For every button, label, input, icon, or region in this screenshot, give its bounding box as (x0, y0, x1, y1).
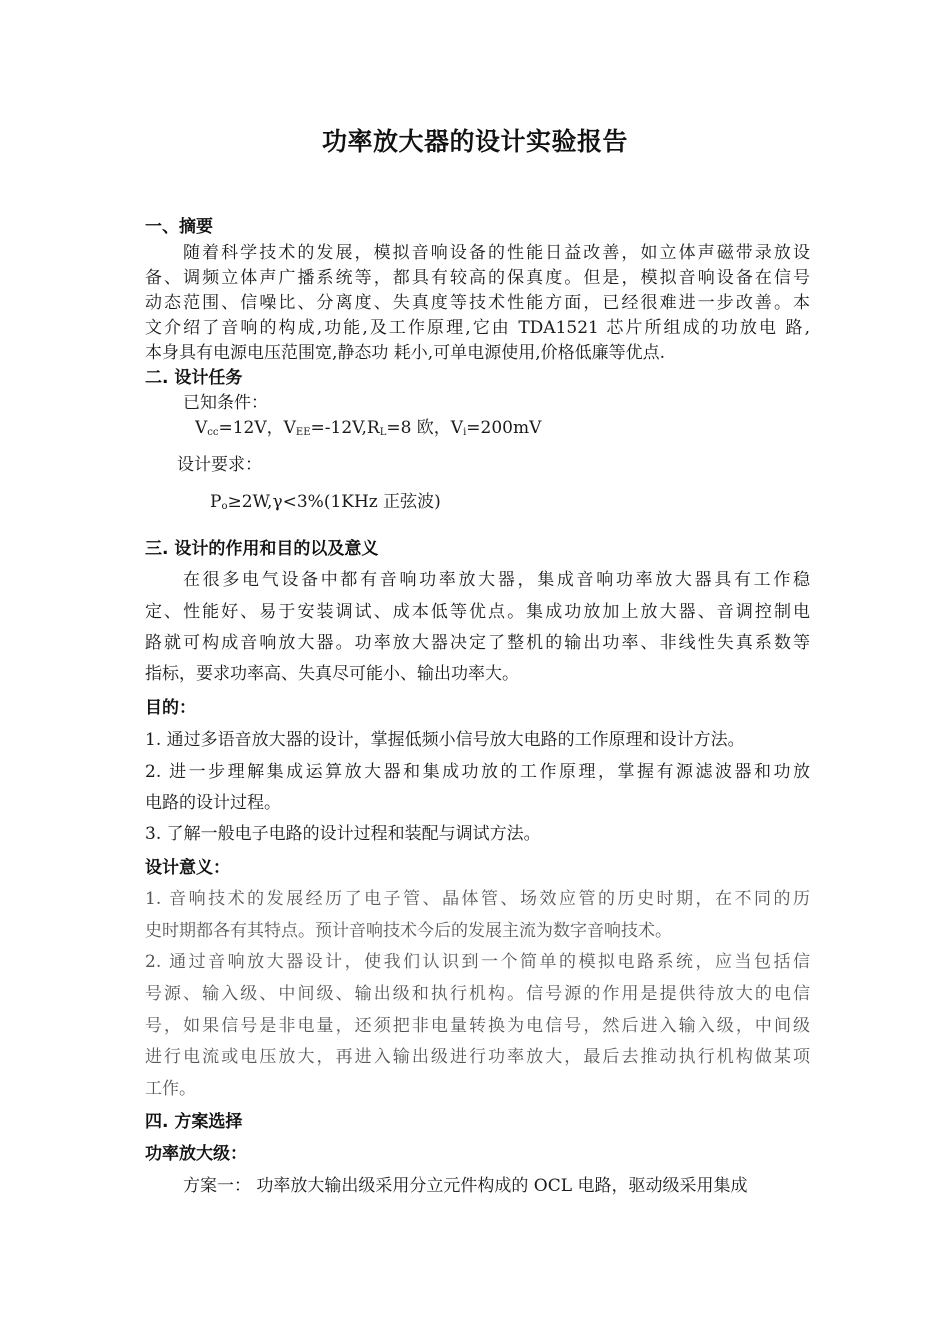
design-requirements-label: 设计要求： (177, 455, 262, 475)
meaning-item: 2. 通过音响放大器设计，使我们认识到一个简单的模拟电路系统，应当包括信 (145, 952, 810, 972)
rl-value: =8 欧， (386, 418, 451, 438)
abstract-line: 动态范围、信噪比、分离度、失真度等技术性能方面，已经很难进一步改善。本 (145, 293, 810, 313)
section-1-heading: 一、摘要 (145, 217, 213, 237)
page-title: 功率放大器的设计实验报告 (321, 127, 628, 156)
design-requirements-values (210, 490, 875, 519)
purpose-item: 电路的设计过程。 (145, 793, 281, 813)
meaning-item: 号源、输入级、中间级、输出级和执行机构。信号源的作用是提供待放大的电信 (145, 984, 810, 1004)
purpose-paragraph-line: 在很多电气设备中都有音响功率放大器，集成音响功率放大器具有工作稳 (183, 570, 810, 590)
po-symbol: P (210, 492, 222, 512)
purpose-heading: 目的： (145, 698, 196, 718)
abstract-line: 文介绍了音响的构成,功能,及工作原理,它由 TDA1521 芯片所组成的功放电 路, (145, 318, 810, 338)
purpose-item: 2. 进一步理解集成运算放大器和集成功放的工作原理，掌握有源滤波器和功放 (145, 762, 810, 782)
meaning-item: 进行电流或电压放大，再进入输出级进行功率放大，最后去推动执行机构做某项 (145, 1047, 810, 1067)
known-conditions-label: 已知条件： (183, 393, 268, 413)
rl-subscript: L (379, 427, 387, 438)
purpose-item: 1. 通过多语音放大器的设计，掌握低频小信号放大电路的工作原理和设计方法。 (145, 730, 745, 750)
po-subscript: o (221, 501, 228, 512)
purpose-paragraph-line: 指标，要求功率高、失真尽可能小、输出功率大。 (145, 664, 519, 684)
rl-symbol: R (366, 418, 380, 438)
vi-symbol: V (450, 418, 464, 438)
vcc-subscript: cc (207, 427, 219, 438)
vi-subscript: i (463, 427, 467, 438)
power-amp-stage-heading: 功率放大级： (145, 1144, 247, 1164)
known-conditions-values (195, 416, 860, 445)
purpose-paragraph-line: 定、性能好、易于安装调试、成本低等优点。集成功放加上放大器、音调控制电 (145, 602, 810, 622)
po-value: ≥2W,γ<3%(1KHz 正弦波) (227, 492, 441, 512)
purpose-paragraph-line: 路就可构成音响放大器。功率放大器决定了整机的输出功率、非线性失真系数等 (145, 633, 810, 653)
vee-value: =-12V, (310, 418, 367, 438)
meaning-item: 工作。 (145, 1079, 196, 1099)
section-2-heading: 二. 设计任务 (145, 368, 243, 388)
scheme-one-line: 方案一： 功率放大输出级采用分立元件构成的 OCL 电路，驱动级采用集成 (183, 1176, 748, 1196)
meaning-item: 史时期都各有其特点。预计音响技术今后的发展主流为数字音响技术。 (145, 921, 672, 941)
vee-subscript: EE (295, 427, 311, 438)
purpose-item: 3. 了解一般电子电路的设计过程和装配与调试方法。 (145, 824, 541, 844)
meaning-item: 号，如果信号是非电量，还须把非电量转换为电信号，然后进入输入级，中间级 (145, 1016, 810, 1036)
vcc-symbol: V (195, 418, 208, 438)
meaning-heading: 设计意义： (145, 858, 230, 878)
meaning-item: 1. 音响技术的发展经历了电子管、晶体管、场效应管的历史时期，在不同的历 (145, 889, 810, 909)
abstract-line: 备、调频立体声广播系统等，都具有较高的保真度。但是，模拟音响设备在信号 (145, 268, 810, 288)
vcc-value: =12V， (218, 418, 284, 438)
abstract-line: 随着科学技术的发展，模拟音响设备的性能日益改善，如立体声磁带录放设 (183, 243, 810, 263)
section-4-heading: 四. 方案选择 (145, 1112, 243, 1132)
vee-symbol: V (283, 418, 296, 438)
vi-value: =200mV (466, 418, 542, 438)
abstract-line: 本身具有电源电压范围宽,静态功 耗小,可单电源使用,价格低廉等优点. (145, 343, 666, 363)
section-3-heading: 三. 设计的作用和目的以及意义 (145, 539, 379, 559)
